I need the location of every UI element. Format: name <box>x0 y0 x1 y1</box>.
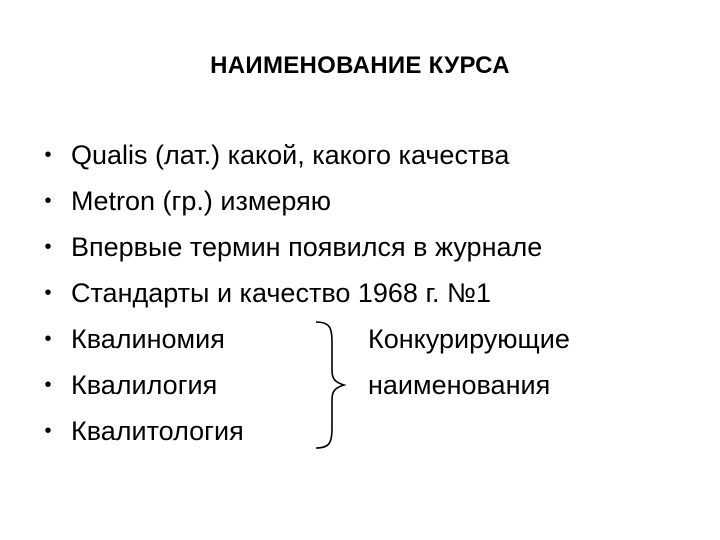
bullet-icon: • <box>44 420 52 442</box>
bullet-text: Впервые термин появился в журнале <box>71 232 543 262</box>
bullet-icon: • <box>44 144 52 166</box>
right-brace-icon <box>312 320 352 450</box>
bullet-icon: • <box>44 190 52 212</box>
bullet-text: Квалилогия <box>71 370 218 400</box>
bullet-text: Стандарты и качество 1968 г. №1 <box>71 278 491 308</box>
side-note-line-1: Конкурирующие <box>368 324 570 354</box>
bullet-text: Квалитология <box>71 416 244 446</box>
bullet-text: Qualis (лат.) какой, какого качества <box>71 140 510 170</box>
bullet-icon: • <box>44 282 52 304</box>
bullet-icon: • <box>44 328 52 350</box>
slide-title: НАИМЕНОВАНИЕ КУРСА <box>210 52 510 79</box>
side-note-line-2: наименования <box>368 370 551 400</box>
bullet-icon: • <box>44 236 52 258</box>
bullet-icon: • <box>44 374 52 396</box>
bullet-text: Metron (гр.) измеряю <box>71 186 332 216</box>
bullet-text: Квалиномия <box>71 324 225 354</box>
